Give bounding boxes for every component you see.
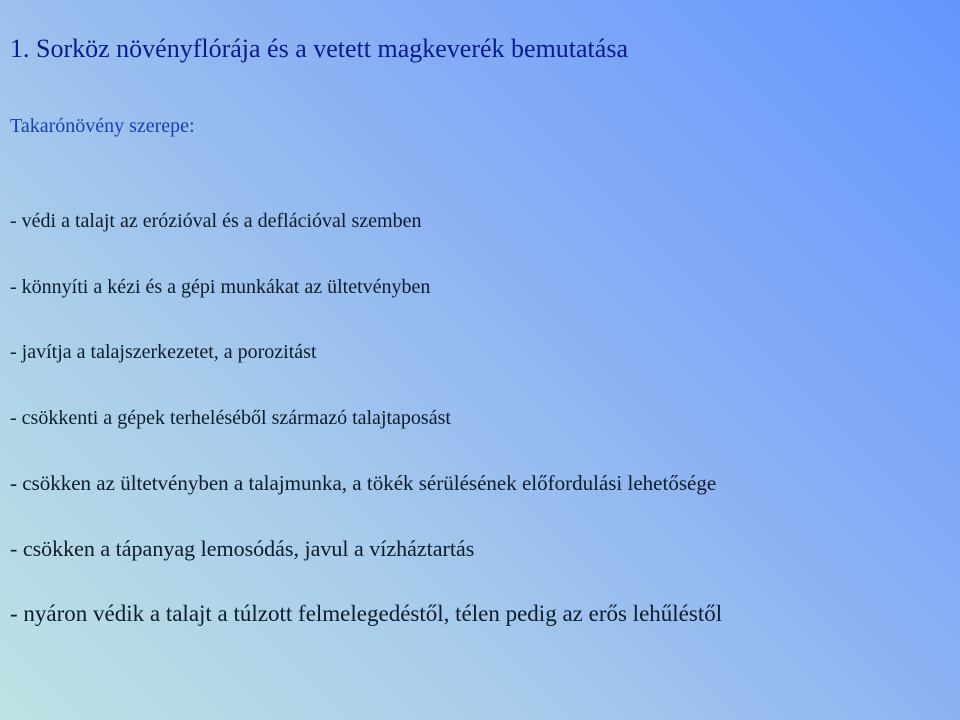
- section-subtitle: Takarónövény szerepe:: [10, 115, 195, 137]
- bullet-item-nutrients: - csökken a tápanyag lemosódás, javul a vízháztartás: [10, 535, 475, 561]
- bullet-item-soil-structure: - javítja a talajszerkezetet, a porozitást: [10, 341, 317, 363]
- bullet-item-work: - könnyíti a kézi és a gépi munkákat az ültetvényben: [10, 275, 431, 298]
- bullet-item-tillage: - csökken az ültetvényben a talajmunka, a tökék sérülésének előfordulási lehetősége: [10, 471, 717, 495]
- slide-title: 1. Sorköz növényflórája és a vetett magkeverék bemutatása: [10, 34, 628, 63]
- bullet-list: [10, 206, 722, 665]
- bullet-item-compaction: - csökkenti a gépek terheléséből származó talajtaposást: [10, 406, 451, 429]
- bullet-item-erosion: - védi a talajt az erózióval és a deflációval szemben: [10, 210, 422, 232]
- bullet-item-temperature: - nyáron védik a talajt a túlzott felmelegedéstől, télen pedig az erős lehűléstől: [10, 601, 723, 626]
